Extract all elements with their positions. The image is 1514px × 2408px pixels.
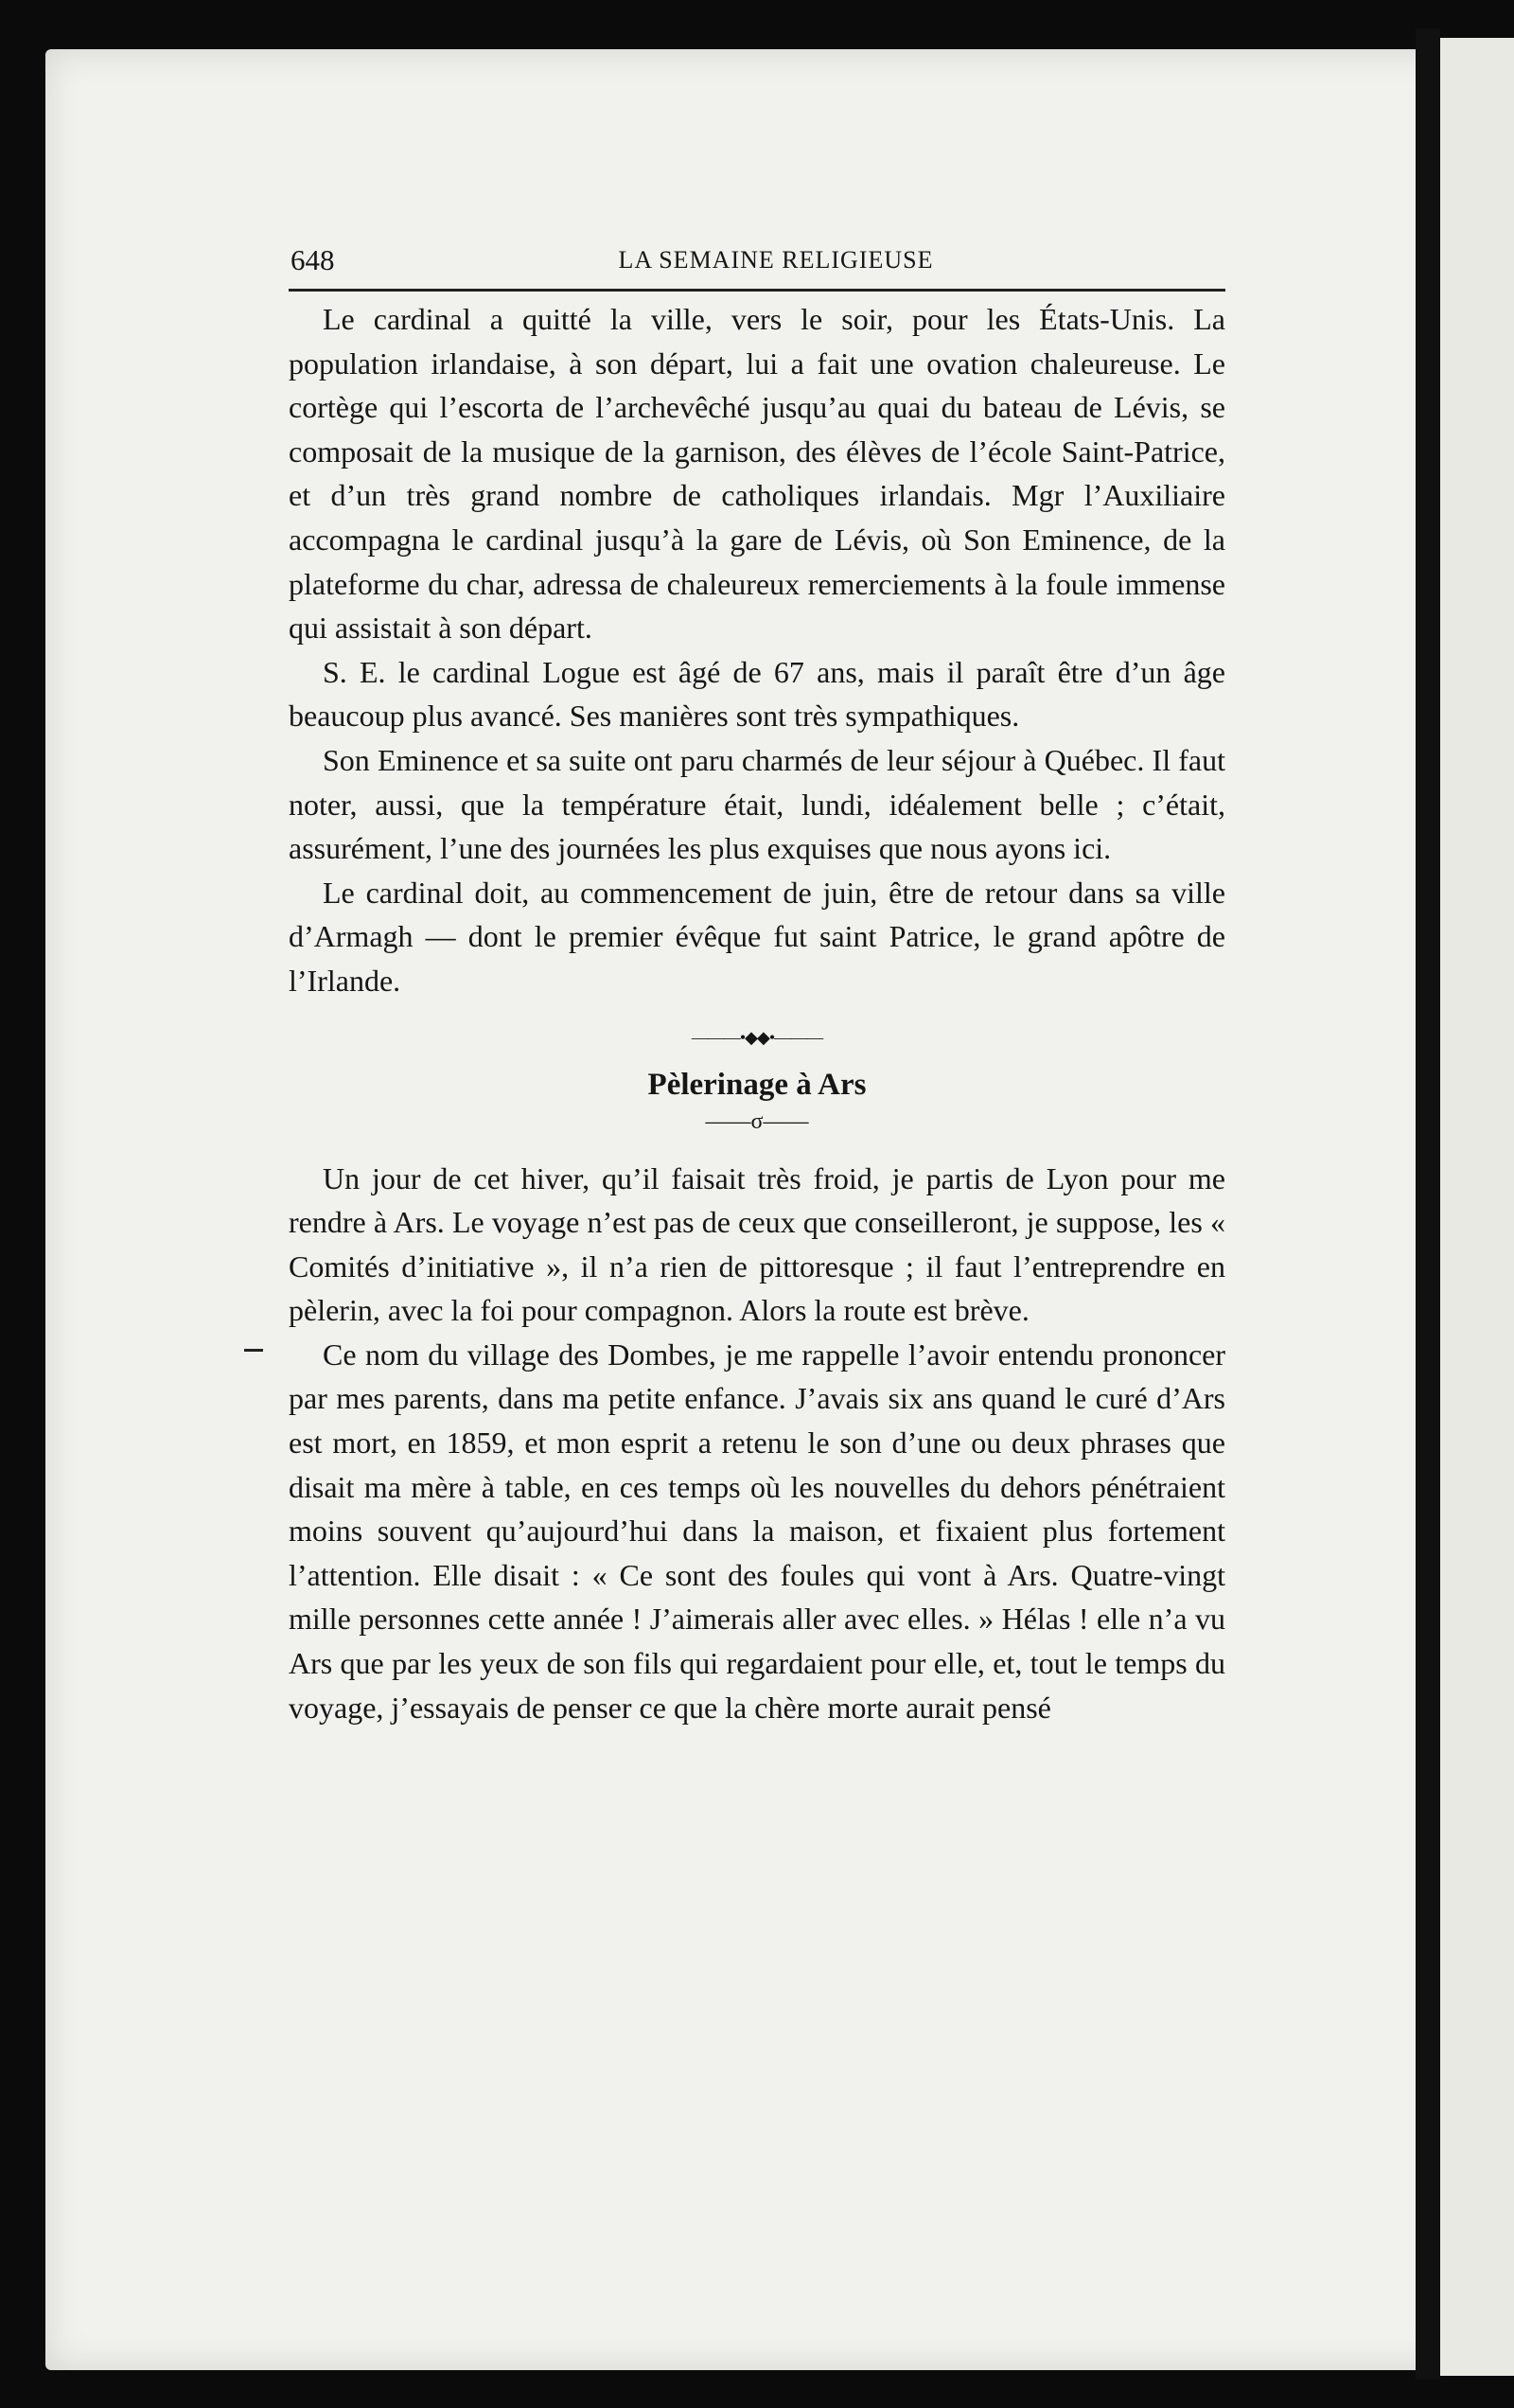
paragraph-journey: Un jour de cet hiver, qu’il faisait très froid, je partis de Lyon pour me rendre à Ars. Le voyage n’est pas de ceux que conseilleront, je suppose, les « Comités d’initiative », il n’a rien de pittoresque ; il faut l’entreprendre en pèlerin, avec la foi pour compagnon. Alors la route est brève.: [289, 1160, 1225, 1328]
margin-mark: [244, 1349, 263, 1352]
running-head: [289, 241, 1225, 279]
book-gutter: [1416, 28, 1440, 2380]
journal-title: LA SEMAINE RELIGIEUSE: [618, 246, 934, 274]
section-divider: ———•◆◆•———: [691, 1027, 823, 1047]
section-title: Pèlerinage à Ars: [647, 1067, 867, 1102]
paragraph-cardinal-age: S. E. le cardinal Logue est âgé de 67 ans, mais il paraît être d’un âge beaucoup plus avancé. Ses manières sont très sympathiques.: [289, 654, 1225, 734]
page-content: [289, 241, 1225, 1729]
title-ornament: ——σ——: [705, 1108, 809, 1134]
header-rule: [289, 289, 1225, 292]
page-number: 648: [290, 243, 335, 276]
paragraph-cardinal-departure: Le cardinal a quitté la ville, vers le soir, pour les États-Unis. La population irlandaise, à son départ, lui a fait une ovation chaleureuse. Le cortège qui l’escorta de l’archevêché jusqu’au quai du bateau de Lévis, se composait de la musique de la garnison, des élèves de l’école Saint-Patrice, et d’un très grand nombre de catholiques irlandais. Mgr l’Auxiliaire accompagna le cardinal jusqu’à la gare de Lévis, où Son Eminence, de la plateforme du char, adressa de chaleureux remerciements à la foule immense qui assistait à son départ.: [289, 302, 1225, 646]
paragraph-armagh-return: Le cardinal doit, au commencement de juin, être de retour dans sa ville d’Armagh — dont le premier évêque fut saint Patrice, le grand apôtre de l’Irlande.: [289, 875, 1225, 998]
facing-page-edge: [1440, 38, 1514, 2376]
paragraph-memory: Ce nom du village des Dombes, je me rappelle l’avoir entendu prononcer par mes parents, dans ma petite enfance. J’avais six ans quand le curé d’Ars est mort, en 1859, et mon esprit a retenu le son d’une ou deux phrases que disait ma mère à table, en ces temps où les nouvelles du dehors pénétraient moins souvent qu’aujourd’hui dans la maison, et fixaient plus fortement l’attention. Elle disait : « Ce sont des foules qui vont à Ars. Quatre-vingt mille personnes cette année ! J’aimerais aller avec elles. » Hélas ! elle n’a vu Ars que par les yeux de son fils qui regardaient pour elle, et, tout le temps du voyage, j’essayais de penser ce que la chère morte aurait pensé: [289, 1337, 1225, 1725]
paragraph-quebec-stay: Son Eminence et sa suite ont paru charmés de leur séjour à Québec. Il faut noter, aussi, que la température était, lundi, idéalement belle ; c’était, assurément, l’une des journées les plus exquises que nous ayons ici.: [289, 742, 1225, 866]
